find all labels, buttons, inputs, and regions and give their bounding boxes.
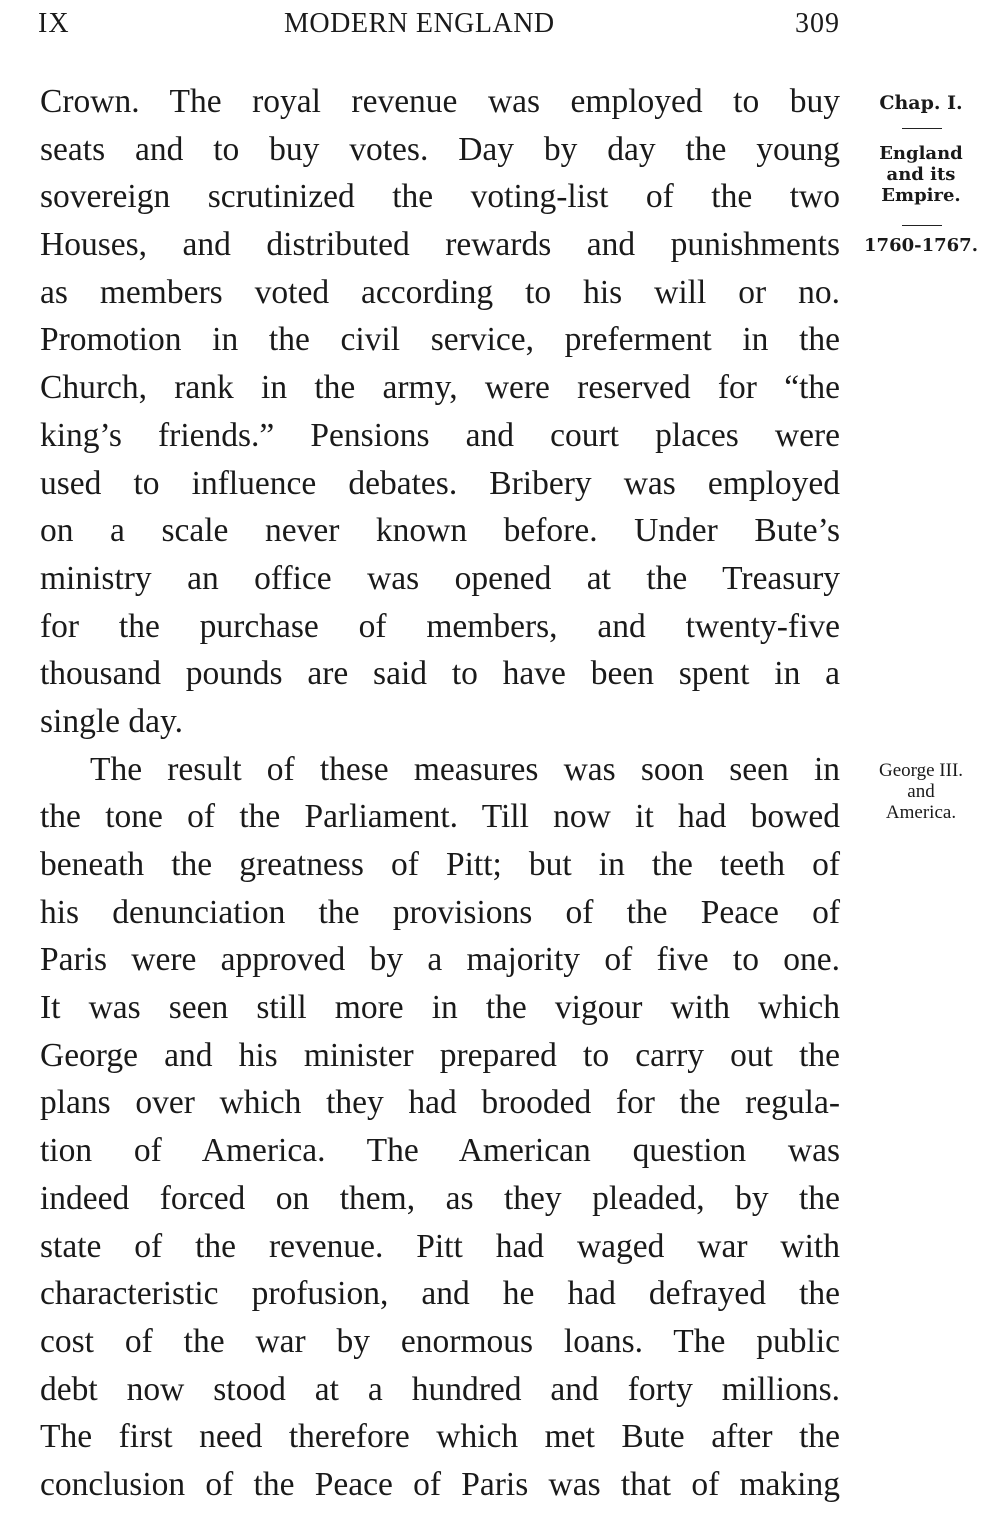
margin-note-dates (858, 235, 984, 256)
text-line: characteristic profusion, and he had defrayed the (40, 1275, 840, 1313)
chapter-label: Chap. I. (879, 92, 963, 114)
text-line: Houses, and distributed rewards and punishments (40, 226, 840, 264)
text-line: debt now stood at a hundred and forty millions. (40, 1370, 840, 1408)
topic-line: George III. (878, 760, 964, 781)
text-line: cost of the war by enormous loans. The public (40, 1322, 840, 1360)
text-line: Paris were approved by a majority of five to one. (40, 941, 840, 979)
text-line: sovereign scrutinized the voting-list of the two (40, 178, 840, 216)
text-line: Promotion in the civil service, preferment in the (40, 321, 840, 359)
section-line: Empire. (881, 185, 961, 206)
section-line: and its (886, 164, 956, 185)
running-header (38, 8, 840, 48)
text-line: the tone of the Parliament. Till now it had bowed (40, 798, 840, 836)
topic-line: and (907, 781, 935, 802)
text-line: It was seen still more in the vigour with which (40, 989, 840, 1027)
margin-note-section (858, 143, 984, 206)
text-line: indeed forced on them, as they pleaded, by the (40, 1179, 840, 1217)
text-line: ministry an office was opened at the Treasury (40, 559, 840, 597)
text-line: seats and to buy votes. Day by day the young (40, 130, 840, 168)
text-line: beneath the greatness of Pitt; but in the teeth of (40, 846, 840, 883)
text-line: thousand pounds are said to have been spent in a (40, 655, 840, 693)
text-line: his denunciation the provisions of the Peace of (40, 893, 840, 931)
page-number: 309 (795, 8, 840, 39)
text-line: single day. (40, 702, 183, 740)
text-line: state of the revenue. Pitt had waged war with (40, 1227, 840, 1265)
text-line: used to influence debates. Bribery was employed (40, 464, 840, 502)
paragraph-1 (40, 78, 840, 746)
text-line: George and his minister prepared to carry out the (40, 1036, 840, 1074)
paragraph-2 (40, 746, 840, 1509)
margin-rule (902, 225, 942, 226)
text-line: on a scale never known before. Under Bute’s (40, 512, 840, 550)
text-line: king’s friends.” Pensions and court places were (40, 416, 840, 454)
margin-rule (902, 128, 942, 129)
topic-line: America. (885, 802, 957, 823)
text-line: Church, rank in the army, were reserved for “the (40, 369, 840, 407)
margin-note-chapter (858, 93, 984, 114)
text-line: conclusion of the Peace of Paris was that of making (40, 1465, 840, 1503)
section-line: England (879, 143, 963, 164)
text-line: as members voted according to his will or no. (40, 273, 840, 311)
text-line: plans over which they had brooded for the regula- (40, 1084, 840, 1122)
date-range: 1760-1767. (864, 235, 978, 256)
text-line: The result of these measures was soon seen in (90, 750, 840, 788)
text-line: Crown. The royal revenue was employed to buy (40, 83, 840, 120)
text-line: tion of America. The American question was (40, 1132, 840, 1170)
running-title: MODERN ENGLAND (284, 8, 555, 39)
margin-note-topic (858, 760, 984, 823)
text-line: The first need therefore which met Bute after the (40, 1418, 840, 1456)
text-line: for the purchase of members, and twenty-five (40, 607, 840, 645)
chapter-number: IX (38, 8, 70, 39)
body-text (40, 78, 840, 1509)
